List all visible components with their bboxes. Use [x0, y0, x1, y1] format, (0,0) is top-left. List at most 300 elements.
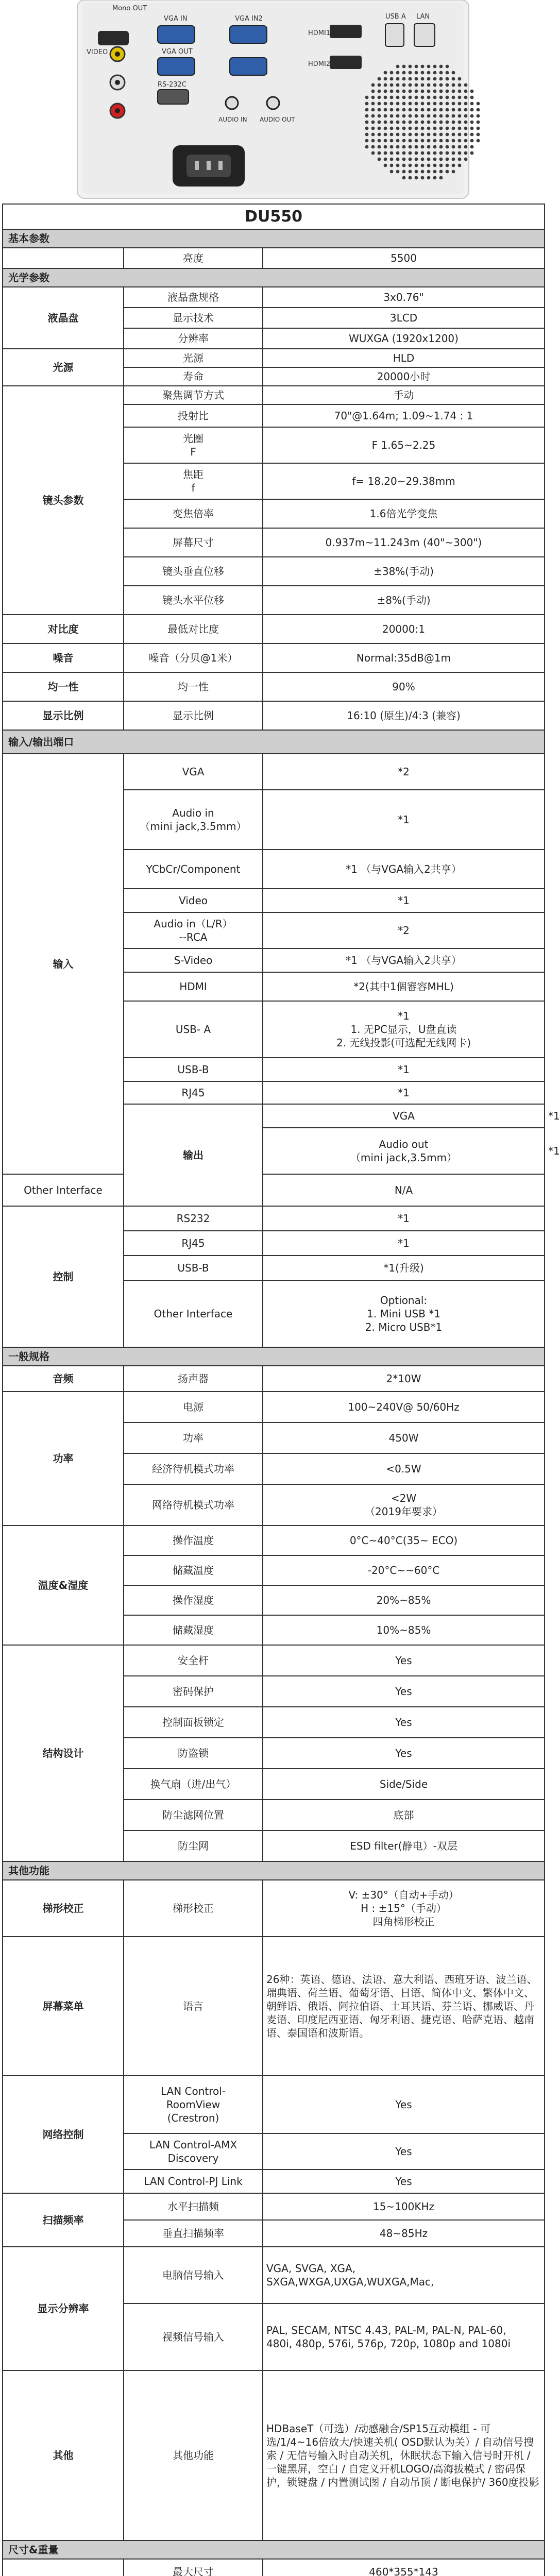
grille-hole — [421, 176, 425, 180]
category-cell: 光源 — [3, 349, 124, 386]
table-cell: *1 1. 无PC显示，U盘直读 2. 无线投影(可选配无线网卡) — [263, 1001, 545, 1058]
grille-hole — [427, 83, 431, 87]
table-cell: *1 — [263, 889, 545, 912]
grille-hole — [439, 170, 443, 174]
grille-hole — [452, 108, 455, 112]
grille-hole — [433, 133, 437, 137]
table-cell: 梯形校正 — [124, 1880, 263, 1937]
table-cell: HLD — [263, 349, 545, 367]
table-row — [3, 1392, 545, 1422]
table-cell: 亮度 — [124, 248, 263, 268]
grille-hole — [390, 83, 394, 87]
grille-hole — [470, 96, 474, 99]
table-row — [3, 2559, 545, 2576]
table-cell: 底部 — [263, 1800, 545, 1831]
table-cell: 20000:1 — [263, 615, 545, 643]
grille-hole — [409, 151, 412, 155]
grille-hole — [365, 139, 369, 143]
table-cell: S-Video — [124, 948, 263, 972]
audio-out-jack — [267, 97, 279, 109]
table-row — [3, 248, 545, 268]
table-row: 输出 VGA *1 — [3, 1104, 545, 1128]
grille-hole — [446, 139, 449, 143]
grille-hole — [396, 77, 400, 81]
grille-hole — [452, 71, 455, 75]
grille-hole — [446, 145, 449, 149]
grille-hole — [415, 83, 418, 87]
grille-hole — [433, 121, 437, 124]
table-cell: 手动 — [263, 386, 545, 404]
grille-hole — [427, 176, 431, 180]
grille-hole — [378, 121, 381, 124]
grille-hole — [415, 114, 418, 118]
grille-hole — [409, 83, 412, 87]
table-cell: WUXGA (1920x1200) — [263, 328, 545, 349]
grille-hole — [433, 77, 437, 81]
table-cell: VGA — [263, 1104, 545, 1128]
grille-hole — [378, 139, 381, 143]
grille-hole — [402, 83, 406, 87]
table-cell: Audio out （mini jack,3.5mm） — [263, 1128, 545, 1174]
grille-hole — [446, 96, 449, 99]
grille-hole — [378, 90, 381, 93]
grille-hole — [470, 127, 474, 130]
table-cell: Yes — [263, 2170, 545, 2193]
grille-hole — [433, 114, 437, 118]
grille-hole — [371, 127, 375, 130]
grille-hole — [409, 96, 412, 99]
grille-hole — [365, 108, 369, 112]
projector-rear-panel — [0, 0, 547, 204]
grille-hole — [433, 71, 437, 75]
table-cell: *1 （与VGA输入2共享） — [263, 850, 545, 889]
table-cell: 语言 — [124, 1937, 263, 2076]
category-cell: 镜头参数 — [3, 386, 124, 615]
grille-hole — [402, 176, 406, 180]
grille-hole — [477, 127, 480, 130]
grille-hole — [421, 65, 425, 69]
grille-hole — [384, 127, 387, 130]
grille-hole — [464, 151, 468, 155]
grille-hole — [433, 65, 437, 69]
grille-hole — [464, 139, 468, 143]
table-cell: 分辨率 — [124, 328, 263, 349]
table-row — [3, 2540, 545, 2559]
grille-hole — [452, 83, 455, 87]
grille-hole — [427, 121, 431, 124]
grille-hole — [402, 65, 406, 69]
grille-hole — [427, 133, 431, 137]
grille-hole — [365, 121, 369, 124]
grille-hole — [470, 102, 474, 106]
grille-hole — [433, 176, 437, 180]
table-cell: 2*10W — [263, 1366, 545, 1392]
grille-hole — [439, 158, 443, 161]
grille-hole — [427, 114, 431, 118]
grille-hole — [371, 151, 375, 155]
grille-hole — [439, 151, 443, 155]
grille-hole — [371, 133, 375, 137]
category-cell: 其他 — [3, 2370, 124, 2540]
table-cell: VGA — [124, 754, 263, 790]
table-cell: *1 — [263, 1231, 545, 1256]
table-row — [3, 349, 545, 367]
grille-hole — [396, 114, 400, 118]
label-rs232c: RS-232C — [158, 81, 186, 89]
grille-hole — [409, 114, 412, 118]
grille-hole — [421, 127, 425, 130]
grille-hole — [427, 164, 431, 167]
grille-hole — [415, 139, 418, 143]
grille-hole — [402, 170, 406, 174]
grille-hole — [415, 65, 418, 69]
table-cell: 20000小时 — [263, 367, 545, 386]
grille-hole — [427, 127, 431, 130]
table-cell: 安全杆 — [124, 1645, 263, 1676]
grille-hole — [458, 96, 462, 99]
grille-hole — [402, 151, 406, 155]
grille-hole — [433, 158, 437, 161]
table-row — [3, 287, 545, 308]
table-cell: 70"@1.64m; 1.09~1.74 : 1 — [263, 404, 545, 427]
table-cell: ±8%(手动) — [263, 586, 545, 615]
table-cell: 镜头水平位移 — [124, 586, 263, 615]
grille-hole — [378, 77, 381, 81]
grille-hole — [409, 170, 412, 174]
grille-hole — [446, 158, 449, 161]
label-vga-in2: VGA IN2 — [235, 15, 263, 23]
grille-hole — [409, 102, 412, 106]
grille-hole — [427, 108, 431, 112]
grille-hole — [439, 65, 443, 69]
table-cell: *2 — [263, 754, 545, 790]
grille-hole — [384, 96, 387, 99]
grille-hole — [415, 176, 418, 180]
category-cell: 液晶盘 — [3, 287, 124, 349]
grille-hole — [439, 102, 443, 106]
grille-hole — [409, 127, 412, 130]
grille-hole — [402, 114, 406, 118]
grille-hole — [384, 108, 387, 112]
grille-hole — [409, 133, 412, 137]
grille-hole — [384, 164, 387, 167]
grille-hole — [446, 71, 449, 75]
grille-hole — [365, 127, 369, 130]
grille-hole — [439, 71, 443, 75]
table-cell: 操作湿度 — [124, 1585, 263, 1615]
table-cell: 460*355*143 — [263, 2559, 545, 2576]
grille-hole — [365, 145, 369, 149]
grille-hole — [402, 145, 406, 149]
grille-hole — [390, 170, 394, 174]
table-cell: 3x0.76" — [263, 287, 545, 308]
grille-hole — [470, 90, 474, 93]
grille-hole — [409, 65, 412, 69]
table-cell: *2 — [263, 912, 545, 948]
grille-hole — [458, 90, 462, 93]
grille-hole — [452, 90, 455, 93]
grille-hole — [384, 71, 387, 75]
grille-hole — [464, 121, 468, 124]
category-cell: 音频 — [3, 1366, 124, 1392]
grille-hole — [396, 102, 400, 106]
table-row — [3, 643, 545, 672]
category-cell: 显示分辨率 — [3, 2247, 124, 2370]
grille-hole — [427, 151, 431, 155]
label-hdmi1: HDMI1 — [308, 29, 331, 37]
table-cell: 15~100KHz — [263, 2193, 545, 2220]
grille-hole — [421, 108, 425, 112]
grille-hole — [458, 77, 462, 81]
table-cell: 48~85Hz — [263, 2220, 545, 2247]
grille-hole — [427, 139, 431, 143]
grille-hole — [421, 121, 425, 124]
grille-hole — [415, 133, 418, 137]
table-cell: 10%~85% — [263, 1615, 545, 1645]
table-row — [3, 1347, 545, 1366]
label-vga-out: VGA OUT — [162, 48, 193, 56]
table-cell: -20°C~~60°C — [263, 1555, 545, 1585]
table-cell: 450W — [263, 1422, 545, 1453]
table-cell: USB- A — [124, 1001, 263, 1058]
category-cell: 温度&湿度 — [3, 1526, 124, 1645]
grille-hole — [409, 145, 412, 149]
grille-hole — [458, 158, 462, 161]
grille-hole — [409, 90, 412, 93]
grille-hole — [477, 114, 480, 118]
grille-hole — [371, 96, 375, 99]
grille-hole — [402, 96, 406, 99]
lan-port — [414, 24, 435, 46]
table-cell: 26种：英语、德语、法语、意大利语、西班牙语、波兰语、瑞典语、荷兰语、葡萄牙语、日语、简体中文、繁体中文、朝鲜语、俄语、阿拉伯语、土耳其语、芬兰语、挪威语、丹麦语、印度尼西亚语、匈牙利语、捷克语、哈萨克语、越南语、泰国语和波斯语。 — [263, 1937, 545, 2076]
grille-hole — [415, 151, 418, 155]
table-cell: <0.5W — [263, 1453, 545, 1484]
grille-hole — [452, 151, 455, 155]
table-cell: 其他功能 — [124, 2370, 263, 2540]
table-cell: 100~240V@ 50/60Hz — [263, 1392, 545, 1422]
grille-hole — [421, 145, 425, 149]
grille-hole — [446, 83, 449, 87]
grille-hole — [477, 108, 480, 112]
table-cell: 变焦倍率 — [124, 499, 263, 528]
grille-hole — [390, 114, 394, 118]
table-row — [3, 701, 545, 730]
grille-hole — [464, 96, 468, 99]
grille-hole — [421, 83, 425, 87]
grille-hole — [402, 158, 406, 161]
grille-hole — [464, 158, 468, 161]
grille-hole — [446, 108, 449, 112]
grille-hole — [409, 71, 412, 75]
grille-hole — [427, 96, 431, 99]
category-cell: 屏幕菜单 — [3, 1937, 124, 2076]
table-cell: Optional: 1. Mini USB *1 2. Micro USB*1 — [263, 1280, 545, 1347]
table-row — [3, 1206, 545, 1231]
grille-hole — [433, 170, 437, 174]
grille-hole — [396, 151, 400, 155]
grille-hole — [458, 83, 462, 87]
category-cell: 噪音 — [3, 643, 124, 672]
grille-hole — [452, 127, 455, 130]
grille-hole — [371, 121, 375, 124]
grille-hole — [396, 83, 400, 87]
table-row — [3, 1366, 545, 1392]
grille-hole — [378, 83, 381, 87]
grille-hole — [439, 164, 443, 167]
table-row — [3, 2370, 545, 2540]
grille-hole — [446, 121, 449, 124]
grille-hole — [446, 164, 449, 167]
category-cell: 梯形校正 — [3, 1880, 124, 1937]
grille-hole — [396, 139, 400, 143]
grille-hole — [470, 151, 474, 155]
table-cell: ESD filter(静电）-双层 — [263, 1831, 545, 1861]
product-image — [0, 0, 547, 204]
grille-hole — [371, 108, 375, 112]
grille-hole — [464, 90, 468, 93]
table-cell: ±38%(手动) — [263, 557, 545, 586]
table-row — [3, 1861, 545, 1880]
grille-hole — [384, 158, 387, 161]
table-cell: Yes — [263, 1645, 545, 1676]
table-cell: *1(升级) — [263, 1256, 545, 1280]
grille-hole — [439, 83, 443, 87]
table-cell: Yes — [263, 2133, 545, 2170]
table-cell: VGA, SVGA, XGA, SXGA,WXGA,UXGA,WUXGA,Mac, — [263, 2247, 545, 2303]
grille-hole — [396, 158, 400, 161]
table-cell: Side/Side — [263, 1769, 545, 1800]
grille-hole — [384, 139, 387, 143]
grille-hole — [415, 71, 418, 75]
grille-hole — [446, 170, 449, 174]
table-cell: Other Interface — [124, 1280, 263, 1347]
table-cell: 液晶盘规格 — [124, 287, 263, 308]
grille-hole — [402, 102, 406, 106]
grille-hole — [421, 114, 425, 118]
table-cell: 最大尺寸 — [124, 2559, 263, 2576]
table-cell: *1 — [263, 1058, 545, 1081]
table-cell: N/A — [263, 1174, 545, 1206]
table-cell: USB-B — [124, 1058, 263, 1081]
grille-hole — [433, 127, 437, 130]
grille-hole — [464, 133, 468, 137]
grille-hole — [427, 158, 431, 161]
grille-hole — [402, 71, 406, 75]
table-cell: LAN Control-AMX Discovery — [124, 2133, 263, 2170]
grille-hole — [402, 90, 406, 93]
category-cell: 输出 — [124, 1104, 263, 1206]
grille-hole — [384, 145, 387, 149]
grille-hole — [371, 139, 375, 143]
grille-hole — [402, 133, 406, 137]
grille-hole — [378, 151, 381, 155]
table-cell: LAN Control- RoomView (Crestron) — [124, 2076, 263, 2133]
section-header: 一般规格 — [3, 1347, 545, 1366]
table-cell: 垂直扫描频率 — [124, 2220, 263, 2247]
grille-hole — [439, 127, 443, 130]
grille-hole — [452, 96, 455, 99]
grille-hole — [396, 71, 400, 75]
grille-hole — [378, 96, 381, 99]
grille-hole — [415, 170, 418, 174]
table-cell: 均一性 — [124, 672, 263, 701]
grille-hole — [452, 102, 455, 106]
table-cell: *1 （与VGA输入2共享） — [263, 948, 545, 972]
table-cell: 5500 — [263, 248, 545, 268]
grille-hole — [371, 114, 375, 118]
grille-hole — [409, 121, 412, 124]
grille-hole — [433, 96, 437, 99]
table-cell: 最低对比度 — [124, 615, 263, 643]
table-cell: 寿命 — [124, 367, 263, 386]
grille-hole — [378, 108, 381, 112]
label-audio-out: AUDIO OUT — [260, 116, 295, 123]
spec-sheet — [0, 204, 560, 2576]
table-cell: HDMI — [124, 972, 263, 1001]
table-cell: 噪音（分贝@1米） — [124, 643, 263, 672]
grille-hole — [470, 121, 474, 124]
table-cell: Normal:35dB@1m — [263, 643, 545, 672]
grille-hole — [409, 158, 412, 161]
table-cell: 操作温度 — [124, 1526, 263, 1555]
table-cell: 3LCD — [263, 308, 545, 328]
grille-hole — [421, 71, 425, 75]
grille-hole — [390, 127, 394, 130]
grille-hole — [365, 133, 369, 137]
table-cell: Yes — [263, 1738, 545, 1769]
grille-hole — [439, 77, 443, 81]
grille-hole — [421, 139, 425, 143]
category-cell: 扫描频率 — [3, 2193, 124, 2247]
grille-hole — [390, 139, 394, 143]
category-cell: 均一性 — [3, 672, 124, 701]
table-cell: 镜头垂直位移 — [124, 557, 263, 586]
grille-hole — [446, 133, 449, 137]
grille-hole — [390, 102, 394, 106]
grille-hole — [452, 77, 455, 81]
table-row — [3, 1174, 545, 1206]
grille-hole — [439, 176, 443, 180]
table-cell: 换气扇（进/出气） — [124, 1769, 263, 1800]
grille-hole — [421, 151, 425, 155]
category-cell: 对比度 — [3, 615, 124, 643]
table-cell: 1.6倍光学变焦 — [263, 499, 545, 528]
grille-hole — [470, 133, 474, 137]
grille-hole — [384, 121, 387, 124]
table-cell: 显示比例 — [124, 701, 263, 730]
grille-hole — [365, 114, 369, 118]
table-cell: 光圈 F — [124, 427, 263, 463]
category-cell: 网络控制 — [3, 2076, 124, 2193]
grille-hole — [464, 83, 468, 87]
grille-hole — [446, 114, 449, 118]
table-cell: Video — [124, 889, 263, 912]
table-cell: 屏幕尺寸 — [124, 528, 263, 557]
grille-hole — [415, 102, 418, 106]
table-row — [3, 386, 545, 404]
grille-hole — [378, 133, 381, 137]
table-cell: Yes — [263, 2076, 545, 2133]
grille-hole — [439, 145, 443, 149]
spec-table — [2, 204, 560, 2576]
grille-hole — [409, 77, 412, 81]
category-cell: 输入 — [3, 754, 124, 1174]
grille-hole — [458, 145, 462, 149]
grille-hole — [415, 127, 418, 130]
grille-hole — [390, 77, 394, 81]
grille-hole — [415, 145, 418, 149]
grille-hole — [446, 151, 449, 155]
